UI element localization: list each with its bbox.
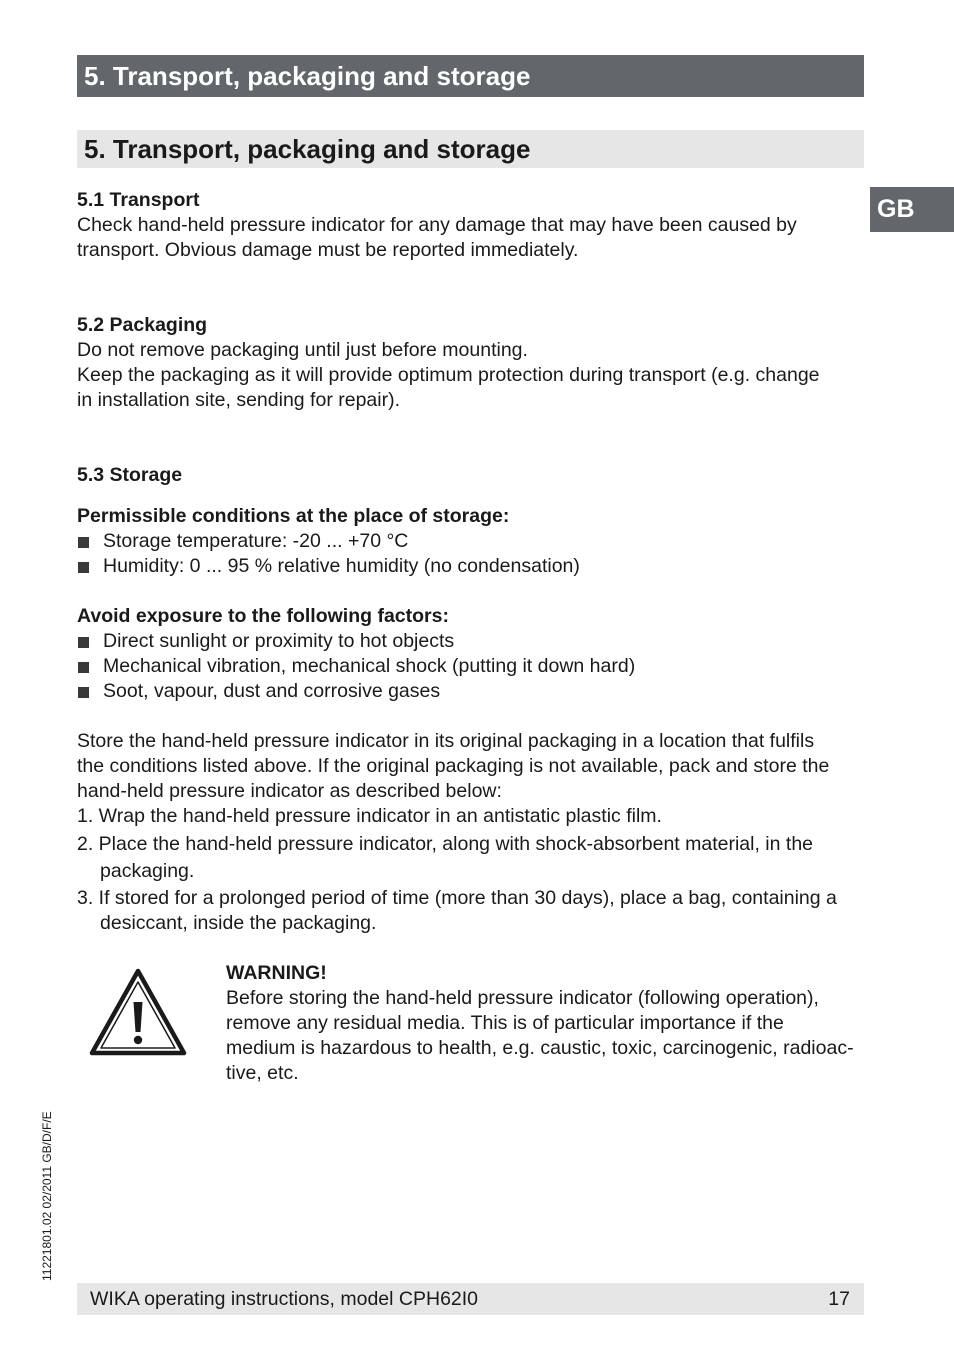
- bullet-square-icon: [78, 562, 89, 573]
- avoid-heading: Avoid exposure to the following factors:: [77, 605, 449, 627]
- packaging-heading: 5.2 Packaging: [77, 314, 208, 336]
- page-footer: [77, 1283, 864, 1315]
- transport-line: transport. Obvious damage must be reported immediately.: [77, 239, 579, 261]
- transport-heading: 5.1 Transport: [77, 189, 200, 211]
- warning-line: medium is hazardous to health, e.g. caustic, toxic, carcinogenic, radioac-: [226, 1037, 854, 1059]
- packaging-line: Do not remove packaging until just before mounting.: [77, 339, 528, 361]
- conditions-heading: Permissible conditions at the place of storage:: [77, 505, 510, 527]
- storage-step: 1. Wrap the hand-held pressure indicator in an antistatic plastic film.: [77, 805, 662, 827]
- packaging-line: in installation site, sending for repair).: [77, 389, 400, 411]
- bullet-square-icon: [78, 537, 89, 548]
- warning-line: tive, etc.: [226, 1062, 299, 1084]
- condition-item: Storage temperature: -20 ... +70 °C: [103, 530, 409, 552]
- footer-title: WIKA operating instructions, model CPH62I0: [90, 1288, 479, 1310]
- warning-line: remove any residual media. This is of particular importance if the: [226, 1012, 784, 1034]
- storage-step: 2. Place the hand-held pressure indicator, along with shock-absorbent material, in the: [77, 833, 814, 855]
- bullet-square-icon: [78, 662, 89, 673]
- storage-step-continued: desiccant, inside the packaging.: [100, 912, 377, 934]
- page-number: 17: [828, 1288, 850, 1310]
- storage-intro-line: Store the hand-held pressure indicator in its original packaging in a location that fulfils: [77, 730, 815, 752]
- storage-step-continued: packaging.: [100, 860, 195, 882]
- warning-title: WARNING!: [226, 962, 327, 984]
- storage-intro-line: hand-held pressure indicator as described below:: [77, 780, 502, 802]
- transport-line: Check hand-held pressure indicator for any damage that may have been caused by: [77, 214, 797, 236]
- packaging-line: Keep the packaging as it will provide optimum protection during transport (e.g. change: [77, 364, 820, 386]
- document-code: 11221801.02 02/2011 GB/D/F/E: [40, 1111, 54, 1281]
- section-title: 5. Transport, packaging and storage: [77, 130, 864, 168]
- chapter-header: 5. Transport, packaging and storage: [77, 55, 864, 97]
- condition-item: Humidity: 0 ... 95 % relative humidity (no condensation): [103, 555, 580, 577]
- warning-triangle-icon: [89, 968, 187, 1056]
- avoid-item: Direct sunlight or proximity to hot objects: [103, 630, 455, 652]
- avoid-item: Mechanical vibration, mechanical shock (putting it down hard): [103, 655, 636, 677]
- warning-line: Before storing the hand-held pressure indicator (following operation),: [226, 987, 819, 1009]
- bullet-square-icon: [78, 637, 89, 648]
- storage-step: 3. If stored for a prolonged period of time (more than 30 days), place a bag, containing a: [77, 887, 837, 909]
- language-tab: GB: [870, 187, 954, 232]
- bullet-square-icon: [78, 687, 89, 698]
- storage-intro-line: the conditions listed above. If the original packaging is not available, pack and store the: [77, 755, 830, 777]
- avoid-item: Soot, vapour, dust and corrosive gases: [103, 680, 441, 702]
- storage-heading: 5.3 Storage: [77, 464, 183, 486]
